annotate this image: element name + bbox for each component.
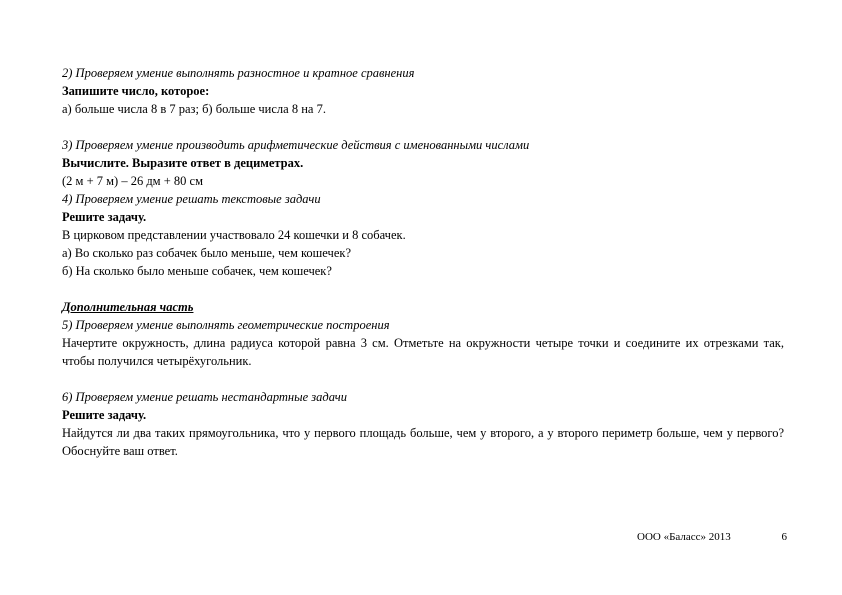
section-4-task: Решите задачу.	[62, 210, 147, 224]
document-page	[62, 64, 784, 460]
section-5-text: Начертите окружность, длина радиуса которой равна 3 см. Отметьте на окружности четыре точки и соедините их отрезками так, чтобы получился четырёхугольник.	[62, 336, 784, 368]
section-4-heading: 4) Проверяем умение решать текстовые задачи	[62, 192, 321, 206]
section-2-heading: 2) Проверяем умение выполнять разностное и кратное сравнения	[62, 66, 415, 80]
section-6-heading: 6) Проверяем умение решать нестандартные задачи	[62, 390, 348, 404]
section-2-text: а) больше числа 8 в 7 раз; б) больше числа 8 на 7.	[62, 102, 326, 116]
section-4-question-a: а) Во сколько раз собачек было меньше, чем кошечек?	[62, 246, 351, 260]
spacer	[62, 280, 784, 298]
page-footer	[637, 531, 787, 543]
section-3-heading: 3) Проверяем умение производить арифметические действия с именованными числами	[62, 138, 530, 152]
section-2-task: Запишите число, которое:	[62, 84, 210, 98]
page-number: 6	[781, 531, 787, 543]
section-3-expression: (2 м + 7 м) – 26 дм + 80 см	[62, 174, 203, 188]
spacer	[62, 118, 784, 136]
section-4-text: В цирковом представлении участвовало 24 кошечки и 8 собачек.	[62, 228, 406, 242]
section-5-heading: 5) Проверяем умение выполнять геометрические построения	[62, 318, 390, 332]
footer-company: ООО «Баласс» 2013	[637, 531, 731, 543]
section-3-task: Вычислите. Выразите ответ в дециметрах.	[62, 156, 304, 170]
section-6-text: Найдутся ли два таких прямоугольника, что у первого площадь больше, чем у второго, а у второго периметр больше, чем у первого? Обоснуйте ваш ответ.	[62, 426, 784, 458]
extra-part-title: Дополнительная часть	[62, 300, 194, 314]
section-4-question-b: б) На сколько было меньше собачек, чем кошечек?	[62, 264, 332, 278]
section-6-task: Решите задачу.	[62, 408, 147, 422]
spacer	[62, 370, 784, 388]
